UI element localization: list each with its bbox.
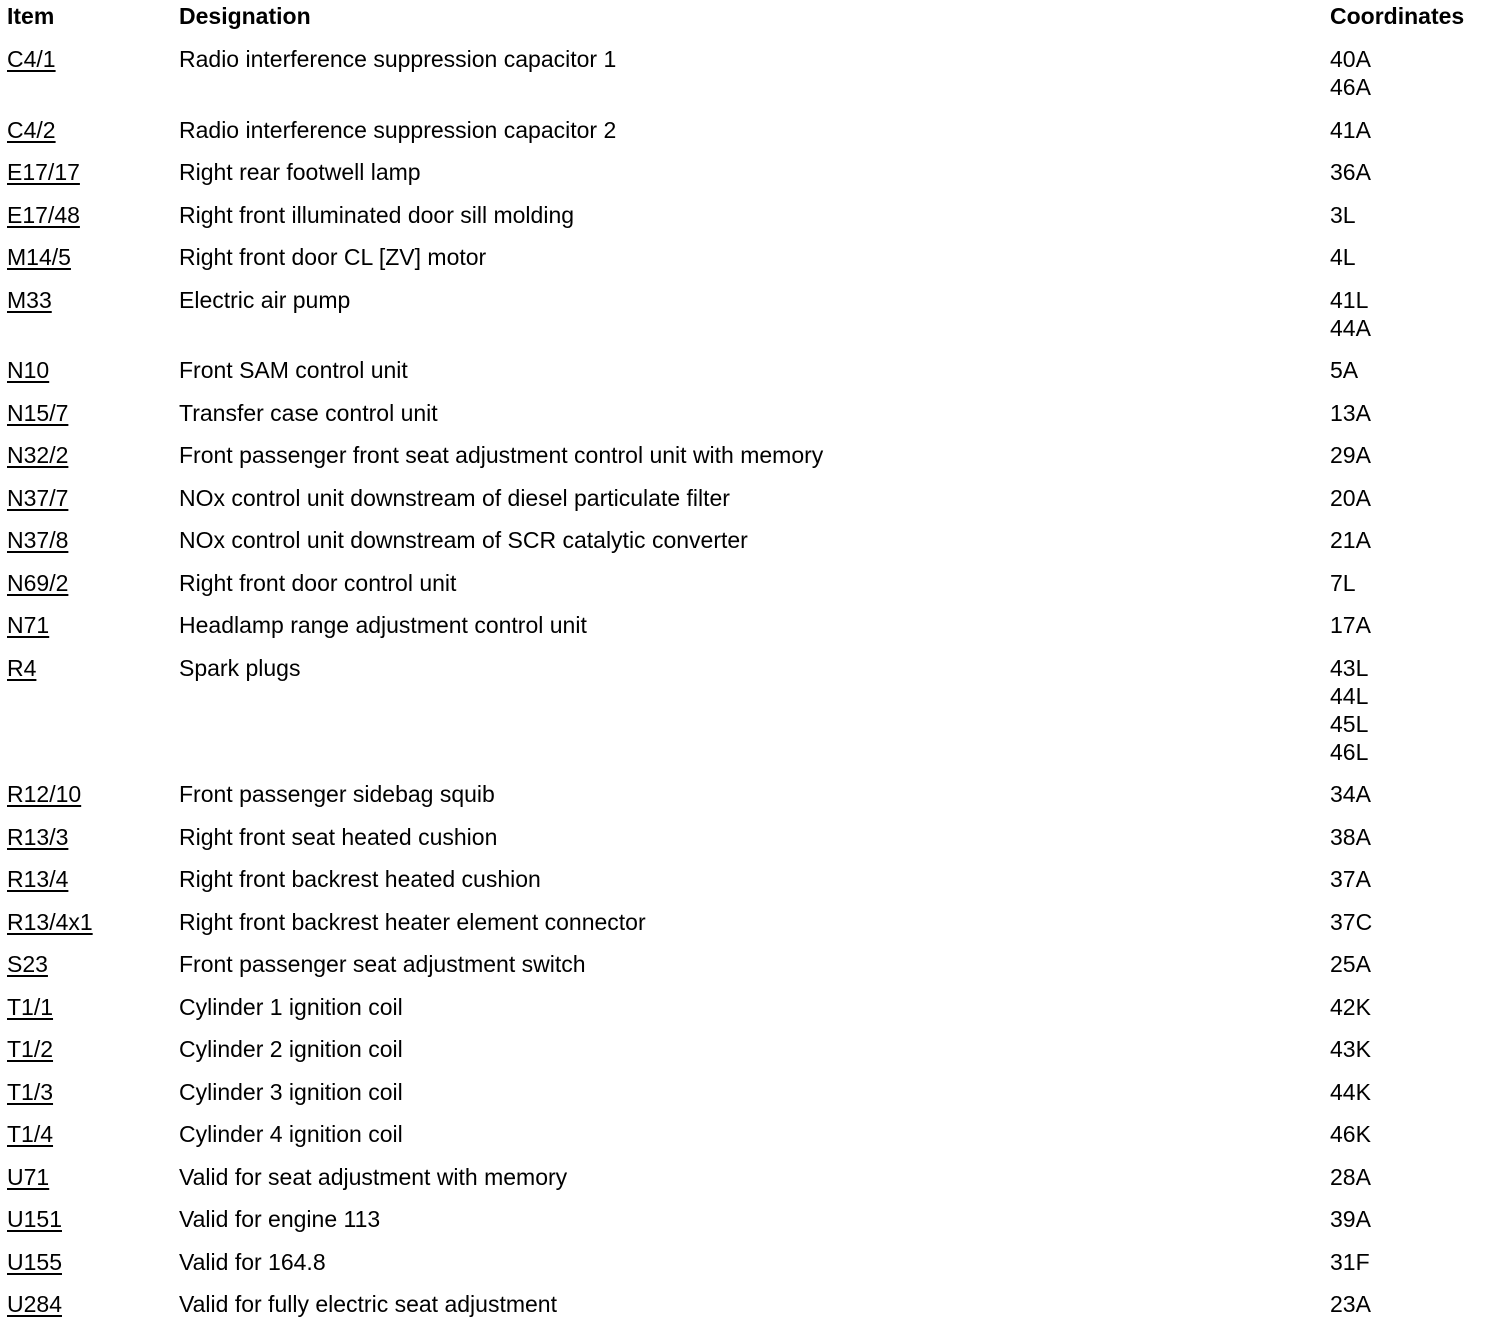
- coordinate-value: 38A: [1330, 823, 1371, 850]
- item-link[interactable]: N37/7: [7, 484, 69, 511]
- coordinates-cell: [1330, 356, 1358, 384]
- coordinates-cell: [1330, 1248, 1370, 1276]
- designation-text: Headlamp range adjustment control unit: [179, 612, 587, 638]
- designation-text: Cylinder 1 ignition coil: [179, 993, 403, 1020]
- coordinate-value: 7L: [1330, 569, 1356, 596]
- coordinate-value: 3L: [1330, 201, 1356, 228]
- coordinate-value: 20A: [1330, 484, 1371, 511]
- item-link[interactable]: R12/10: [7, 781, 82, 807]
- designation-text: Right front backrest heated cushion: [179, 866, 541, 892]
- designation-text: NOx control unit downstream of diesel particulate filter: [179, 484, 730, 511]
- item-link[interactable]: U71: [7, 1163, 50, 1190]
- item-link[interactable]: S23: [7, 951, 48, 977]
- designation-text: Valid for engine 113: [179, 1206, 381, 1232]
- item-link[interactable]: T1/3: [7, 1078, 54, 1105]
- coordinate-value: 40A: [1330, 46, 1371, 72]
- coordinate-value: 29A: [1330, 442, 1371, 468]
- coordinate-value: 28A: [1330, 1163, 1371, 1190]
- coordinates-cell: [1330, 526, 1371, 554]
- item-link[interactable]: U151: [7, 1206, 62, 1232]
- coordinate-value: 44K: [1330, 1078, 1371, 1105]
- item-link[interactable]: E17/48: [7, 201, 80, 228]
- coordinate-value: 41A: [1330, 116, 1371, 143]
- coordinate-value: 4L: [1330, 244, 1356, 270]
- coordinates-cell: [1330, 780, 1371, 808]
- designation-text: Cylinder 4 ignition coil: [179, 1121, 403, 1147]
- designation-text: Right front backrest heater element connector: [179, 908, 646, 935]
- coordinate-value: 46A: [1330, 74, 1371, 100]
- column-header-designation: Designation: [179, 3, 311, 29]
- coordinate-value: 43K: [1330, 1036, 1371, 1062]
- coordinate-value: 41L: [1330, 286, 1369, 313]
- designation-text: Cylinder 3 ignition coil: [179, 1078, 403, 1105]
- coordinates-cell: [1330, 1163, 1371, 1191]
- coordinate-value: 37A: [1330, 866, 1371, 892]
- designation-text: Front passenger sidebag squib: [179, 781, 495, 807]
- designation-text: Right front illuminated door sill molding: [179, 201, 575, 228]
- designation-text: Right front door control unit: [179, 569, 457, 596]
- designation-text: Right rear footwell lamp: [179, 159, 421, 185]
- coordinates-cell: [1330, 865, 1371, 893]
- coordinates-cell: [1330, 950, 1371, 978]
- item-link[interactable]: C4/2: [7, 116, 56, 143]
- item-link[interactable]: M33: [7, 286, 52, 313]
- item-link[interactable]: N37/8: [7, 527, 69, 553]
- coordinate-value: 46K: [1330, 1121, 1371, 1147]
- column-header-item: Item: [7, 3, 55, 29]
- designation-text: Right front door CL [ZV] motor: [179, 244, 487, 270]
- item-link[interactable]: U155: [7, 1248, 62, 1275]
- designation-text: NOx control unit downstream of SCR catalytic converter: [179, 527, 748, 553]
- coordinates-cell: [1330, 286, 1371, 342]
- coordinates-cell: [1330, 1205, 1371, 1233]
- designation-text: Right front seat heated cushion: [179, 823, 498, 850]
- item-link[interactable]: N15/7: [7, 399, 69, 426]
- item-link[interactable]: N10: [7, 357, 50, 383]
- designation-text: Cylinder 2 ignition coil: [179, 1036, 403, 1062]
- coordinates-cell: [1330, 484, 1371, 512]
- item-link[interactable]: T1/2: [7, 1036, 54, 1062]
- item-link[interactable]: T1/4: [7, 1121, 54, 1147]
- coordinate-value: 21A: [1330, 527, 1371, 553]
- coordinates-cell: [1330, 993, 1371, 1021]
- designation-text: Front SAM control unit: [179, 357, 408, 383]
- designation-text: Radio interference suppression capacitor 1: [179, 46, 617, 72]
- coordinates-cell: [1330, 654, 1368, 766]
- designation-text: Radio interference suppression capacitor 2: [179, 116, 617, 143]
- item-link[interactable]: R13/4x1: [7, 908, 93, 935]
- designation-text: Spark plugs: [179, 654, 301, 681]
- coordinates-cell: [1330, 158, 1371, 186]
- coordinates-cell: [1330, 243, 1356, 271]
- coordinates-cell: [1330, 569, 1356, 597]
- item-link[interactable]: R4: [7, 654, 37, 681]
- designation-text: Front passenger front seat adjustment control unit with memory: [179, 442, 824, 468]
- coordinate-value: 34A: [1330, 781, 1371, 807]
- coordinate-value: 23A: [1330, 1291, 1371, 1317]
- coordinates-cell: [1330, 116, 1371, 144]
- coordinates-cell: [1330, 1035, 1371, 1063]
- item-link[interactable]: N32/2: [7, 442, 69, 468]
- coordinates-cell: [1330, 611, 1371, 639]
- item-link[interactable]: E17/17: [7, 159, 80, 185]
- coordinates-cell: [1330, 1120, 1371, 1148]
- designation-text: Valid for fully electric seat adjustment: [179, 1291, 557, 1317]
- item-link[interactable]: C4/1: [7, 46, 56, 72]
- column-header-coordinates: Coordinates: [1330, 3, 1465, 29]
- coordinate-value: 25A: [1330, 951, 1371, 977]
- item-link[interactable]: N71: [7, 612, 50, 638]
- coordinate-value: 44A: [1330, 314, 1371, 341]
- designation-text: Front passenger seat adjustment switch: [179, 951, 586, 977]
- designation-text: Transfer case control unit: [179, 399, 438, 426]
- item-link[interactable]: R13/3: [7, 823, 69, 850]
- coordinate-value: 44L: [1330, 682, 1369, 709]
- coordinate-value: 31F: [1330, 1248, 1370, 1275]
- coordinates-cell: [1330, 1290, 1371, 1318]
- item-link[interactable]: M14/5: [7, 244, 71, 270]
- designation-text: Electric air pump: [179, 286, 351, 313]
- coordinates-cell: [1330, 441, 1371, 469]
- designation-text: Valid for seat adjustment with memory: [179, 1163, 568, 1190]
- coordinate-value: 42K: [1330, 993, 1371, 1020]
- coordinate-value: 37C: [1330, 908, 1373, 935]
- item-link[interactable]: U284: [7, 1291, 62, 1317]
- coordinates-cell: [1330, 1078, 1371, 1106]
- coordinate-value: 13A: [1330, 399, 1371, 426]
- coordinates-cell: [1330, 399, 1371, 427]
- coordinates-cell: [1330, 908, 1372, 936]
- coordinates-cell: [1330, 45, 1371, 101]
- coordinate-value: 17A: [1330, 612, 1371, 638]
- coordinates-cell: [1330, 823, 1371, 851]
- coordinate-value: 46L: [1330, 738, 1369, 765]
- coordinate-value: 36A: [1330, 159, 1371, 185]
- designation-text: Valid for 164.8: [179, 1248, 326, 1275]
- coordinate-value: 45L: [1330, 710, 1369, 737]
- item-link[interactable]: N69/2: [7, 569, 69, 596]
- coordinate-value: 39A: [1330, 1206, 1371, 1232]
- coordinate-value: 43L: [1330, 654, 1369, 681]
- item-link[interactable]: T1/1: [7, 993, 54, 1020]
- coordinates-cell: [1330, 201, 1356, 229]
- item-link[interactable]: R13/4: [7, 866, 69, 892]
- coordinate-value: 5A: [1330, 357, 1359, 383]
